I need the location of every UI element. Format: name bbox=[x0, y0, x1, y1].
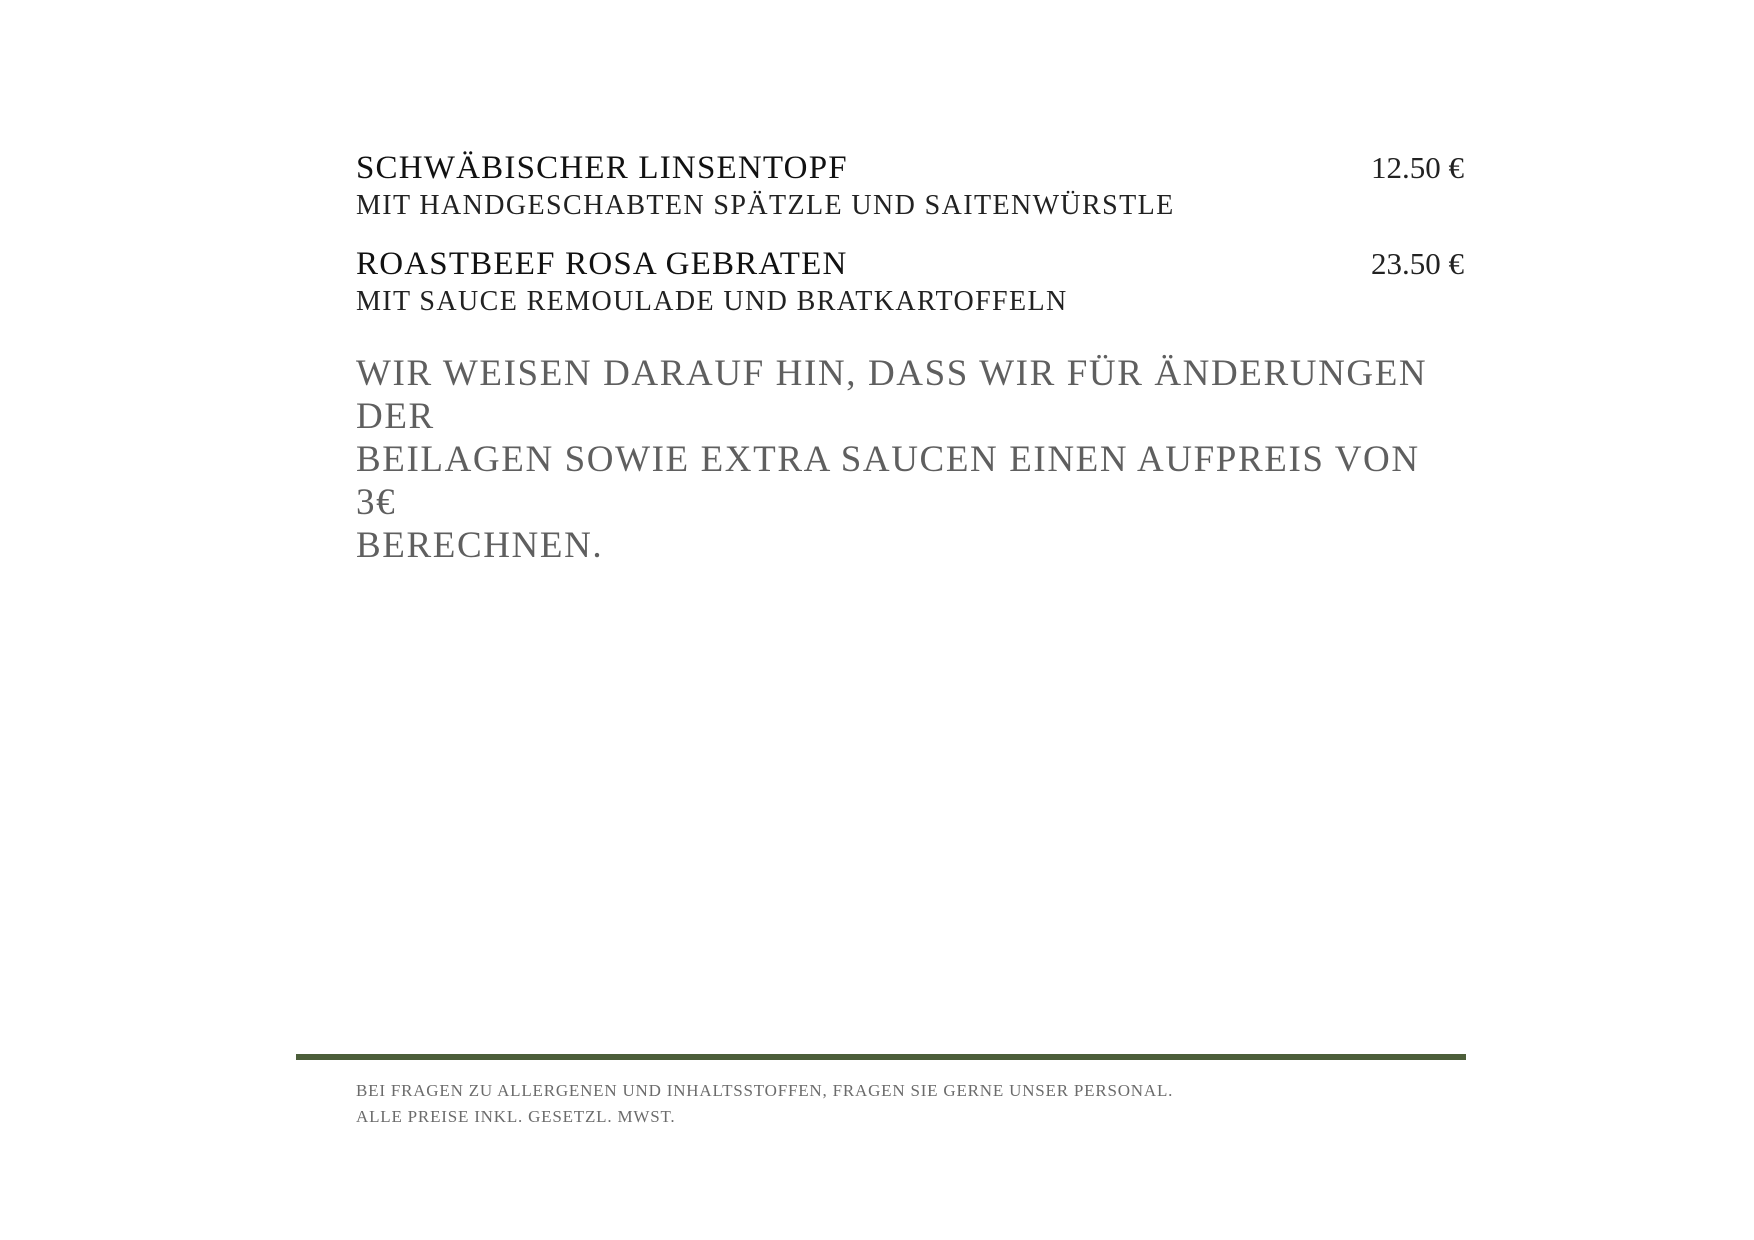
menu-item-price: 23.50 € bbox=[1371, 246, 1464, 281]
menu-item-description: MIT HANDGESCHABTEN SPÄTZLE UND SAITENWÜRSTLE bbox=[356, 190, 1175, 221]
menu-item-roastbeef bbox=[356, 244, 1464, 320]
notice-line-2: BEILAGEN SOWIE EXTRA SAUCEN EINEN AUFPREIS VON 3€ bbox=[356, 439, 1420, 523]
menu-item-linsentopf bbox=[356, 148, 1464, 224]
menu-list bbox=[356, 148, 1464, 340]
notice-line-1: WIR WEISEN DARAUF HIN, DASS WIR FÜR ÄNDERUNGEN DER bbox=[356, 353, 1428, 437]
footer-divider bbox=[296, 1054, 1466, 1060]
notice-line-3: BERECHNEN. bbox=[356, 525, 604, 566]
menu-item-price: 12.50 € bbox=[1371, 150, 1464, 185]
footer-vat-note: ALLE PREISE INKL. GESETZL. MWST. bbox=[356, 1107, 676, 1126]
menu-item-description: MIT SAUCE REMOULADE UND BRATKARTOFFELN bbox=[356, 286, 1068, 317]
menu-item-name: ROASTBEEF ROSA GEBRATEN bbox=[356, 246, 848, 282]
surcharge-notice bbox=[356, 352, 1464, 567]
menu-item-name: SCHWÄBISCHER LINSENTOPF bbox=[356, 150, 848, 186]
footer-note bbox=[356, 1078, 1173, 1130]
footer-allergen-note: BEI FRAGEN ZU ALLERGENEN UND INHALTSSTOFFEN, FRAGEN SIE GERNE UNSER PERSONAL. bbox=[356, 1081, 1174, 1100]
